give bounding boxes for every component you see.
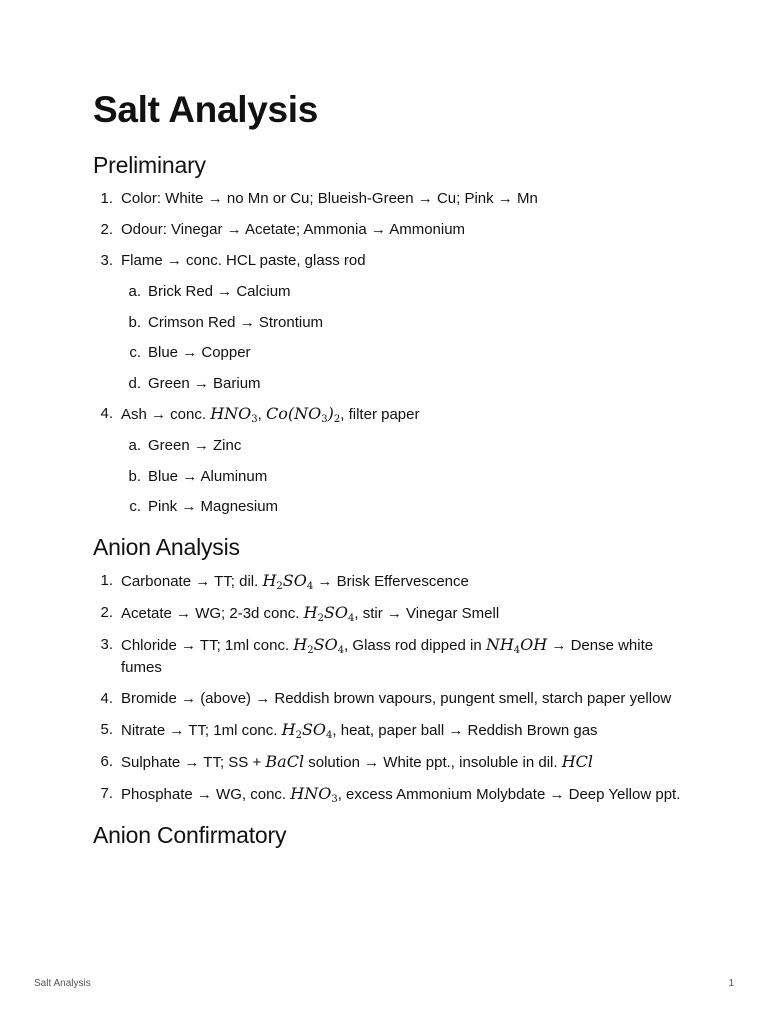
formula: $H_2SO_4$ [281,720,333,741]
formula: $NH_4OH$ [485,635,548,656]
formula: $H_2SO_4$ [262,571,314,592]
list-item: 4. Bromide → (above) → Reddish brown vapours, pungent smell, starch paper yellow [100,690,672,707]
list-item: 2. Acetate → WG; 2-3d conc. $H_2SO_4$, stir → Vinegar Smell [100,603,500,624]
list-item: 6. Sulphate → TT; SS + BaCl solution → White ppt., insoluble in dil. HCl [100,752,594,771]
document-body [93,88,683,858]
list-item: 1. Color: White → no Mn or Cu; Blueish-Green → Cu; Pink → Mn [100,190,538,207]
list-item: 3. Chloride → TT; 1ml conc. $H_2SO_4$, Glass rod dipped in $NH_4OH$ → Dense white fumes [100,635,654,676]
list-item: 7. Phosphate → WG, conc. $HNO_3$, excess Ammonium Molybdate → Deep Yellow ppt. [100,784,681,805]
sub-list-item: a. Green → Zinc [128,437,242,454]
list-item: 1. Carbonate → TT; dil. $H_2SO_4$ → Brisk Effervescence [100,571,469,592]
formula: $Co(NO_3)_2$ [266,404,341,425]
list-item: 3. Flame → conc. HCL paste, glass rod [100,252,366,269]
list-item: 5. Nitrate → TT; 1ml conc. $H_2SO_4$, heat, paper ball → Reddish Brown gas [100,720,598,741]
sub-list-item: b. Crimson Red → Strontium [128,313,324,331]
section-heading-anion-confirmatory: Anion Confirmatory [93,822,287,848]
section-heading-preliminary: Preliminary [93,152,206,178]
formula: BaCl [265,752,305,771]
formula: $HNO_3$ [290,784,338,805]
page-title: Salt Analysis [93,89,319,130]
sub-list-item: b. Blue → Aluminum [128,467,268,485]
formula: HCl [561,752,594,771]
sub-list-item: d. Green → Barium [128,374,261,392]
sub-list-item: c. Blue → Copper [129,344,251,361]
footer-page-number: 1 [728,978,734,989]
footer-document-title: Salt Analysis [34,978,91,989]
anion-analysis-list [93,570,683,806]
section-heading-anion-analysis: Anion Analysis [93,534,240,560]
preliminary-list [93,188,683,518]
list-item: 2. Odour: Vinegar → Acetate; Ammonia → Ammonium [100,221,466,238]
sub-list-item: a. Brick Red → Calcium [128,283,291,300]
formula: $HNO_3$ [210,404,258,425]
list-item: 4. Ash → conc. $HNO_3$, $Co(NO_3)_2$, filter paper [100,404,420,425]
formula: $H_2SO_4$ [303,603,355,624]
sub-list-item: c. Pink → Magnesium [129,498,279,515]
formula: $H_2SO_4$ [293,635,345,656]
